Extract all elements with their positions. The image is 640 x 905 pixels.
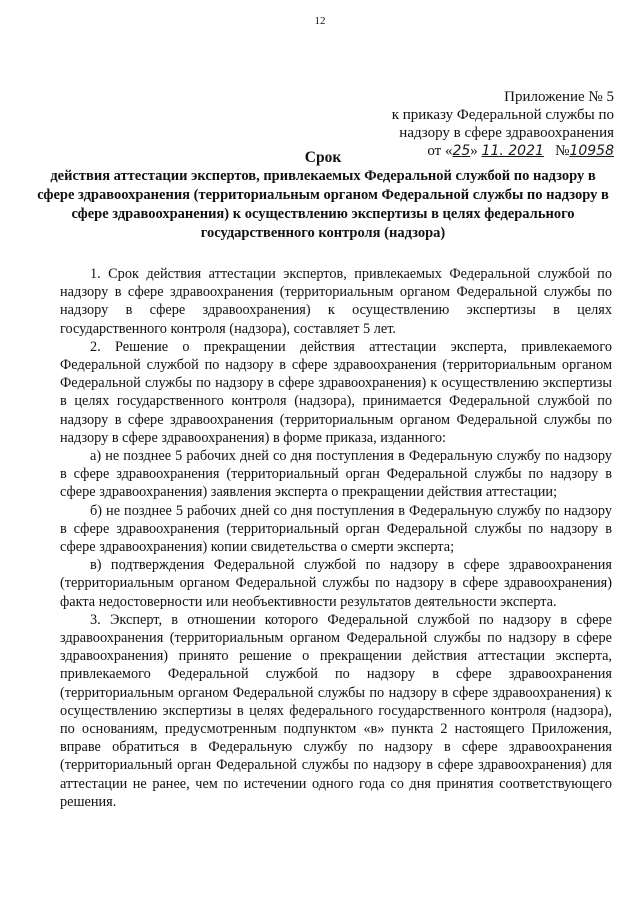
paragraph-2v: в) подтверждения Федеральной службой по надзору в сфере здравоохранения (территориальным органом Федеральной службы по надзору в сфере здравоохранения) факта недостоверности или необъективности результатов деятельности эксперта. (60, 557, 612, 610)
appendix-order-line-2: надзору в сфере здравоохранения (399, 125, 614, 141)
document-subtitle: действия аттестации экспертов, привлекаемых Федеральной службой по надзору в сфере здравоохранения (территориальным органом Федеральной службы по надзору в сфере здравоохранения) к осуществлению экспертизы в целях федерального государственного контроля (надзора) (37, 168, 609, 241)
document-body (60, 265, 612, 811)
paragraph-2a: а) не позднее 5 рабочих дней со дня поступления в Федеральную службу по надзору в сфере здравоохранения (территориальный орган Федеральной службы по надзору в сфере здравоохранения) заявления эксперта о прекращении действия аттестации; (60, 448, 612, 501)
order-number-handwritten: 10958 (569, 143, 614, 159)
document-title: Срок (304, 149, 342, 166)
number-prefix: № (555, 143, 570, 159)
date-prefix: от « (427, 143, 453, 159)
date-close: » (470, 143, 478, 159)
paragraph-1: 1. Срок действия аттестации экспертов, привлекаемых Федеральной службой по надзору в сфере здравоохранения (территориальным органом Федеральной службы по надзору в сфере здравоохранения) к осуществлению экспертизы в целях государственного контроля (надзора), составляет 5 лет. (60, 266, 612, 337)
paragraph-2b: б) не позднее 5 рабочих дней со дня поступления в Федеральную службу по надзору в сфере здравоохранения (территориальный орган Федеральной службы по надзору в сфере здравоохранения) копии свидетельства о смерти эксперта; (60, 502, 612, 556)
appendix-order-line-1: к приказу Федеральной службы по (391, 107, 614, 123)
appendix-title: Приложение № 5 (504, 89, 614, 105)
page-number: 12 (314, 15, 326, 27)
paragraph-2: 2. Решение о прекращении действия аттестации эксперта, привлекаемого Федеральной службой по надзору в сфере здравоохранения (территориальным органом Федеральной службы по надзору в сфере здравоохранения) к осуществлению экспертизы в целях государственного контроля (надзора), принимается Федеральной службой по надзору в сфере здравоохранения (территориальным органом Федеральной службы по надзору в сфере здравоохранения) в форме приказа, изданного: (60, 338, 612, 446)
paragraph-3: 3. Эксперт, в отношении которого Федеральной службой по надзору в сфере здравоохранения (территориальным органом Федеральной службы по надзору в сфере здравоохранения) принято решение о прекращении действия аттестации эксперта, привлекаемого Федеральной службой по надзору в сфере здравоохранения (территориальным органом Федеральной службы по надзору в сфере здравоохранения) к осуществлению экспертизы в целях федерального государственного контроля (надзора), по основаниям, предусмотренным подпунктом «в» пункта 2 настоящего Приложения, вправе обратиться в Федеральную службу по надзору в сфере здравоохранения (территориальный орган Федеральной службы по надзору в сфере здравоохранения) для аттестации не ранее, чем по истечении одного года со дня принятия соответствующего решения. (60, 611, 612, 810)
date-month-year-handwritten: 11. 2021 (481, 143, 544, 159)
date-day-handwritten: 25 (452, 143, 471, 159)
document-title-block (30, 148, 616, 243)
